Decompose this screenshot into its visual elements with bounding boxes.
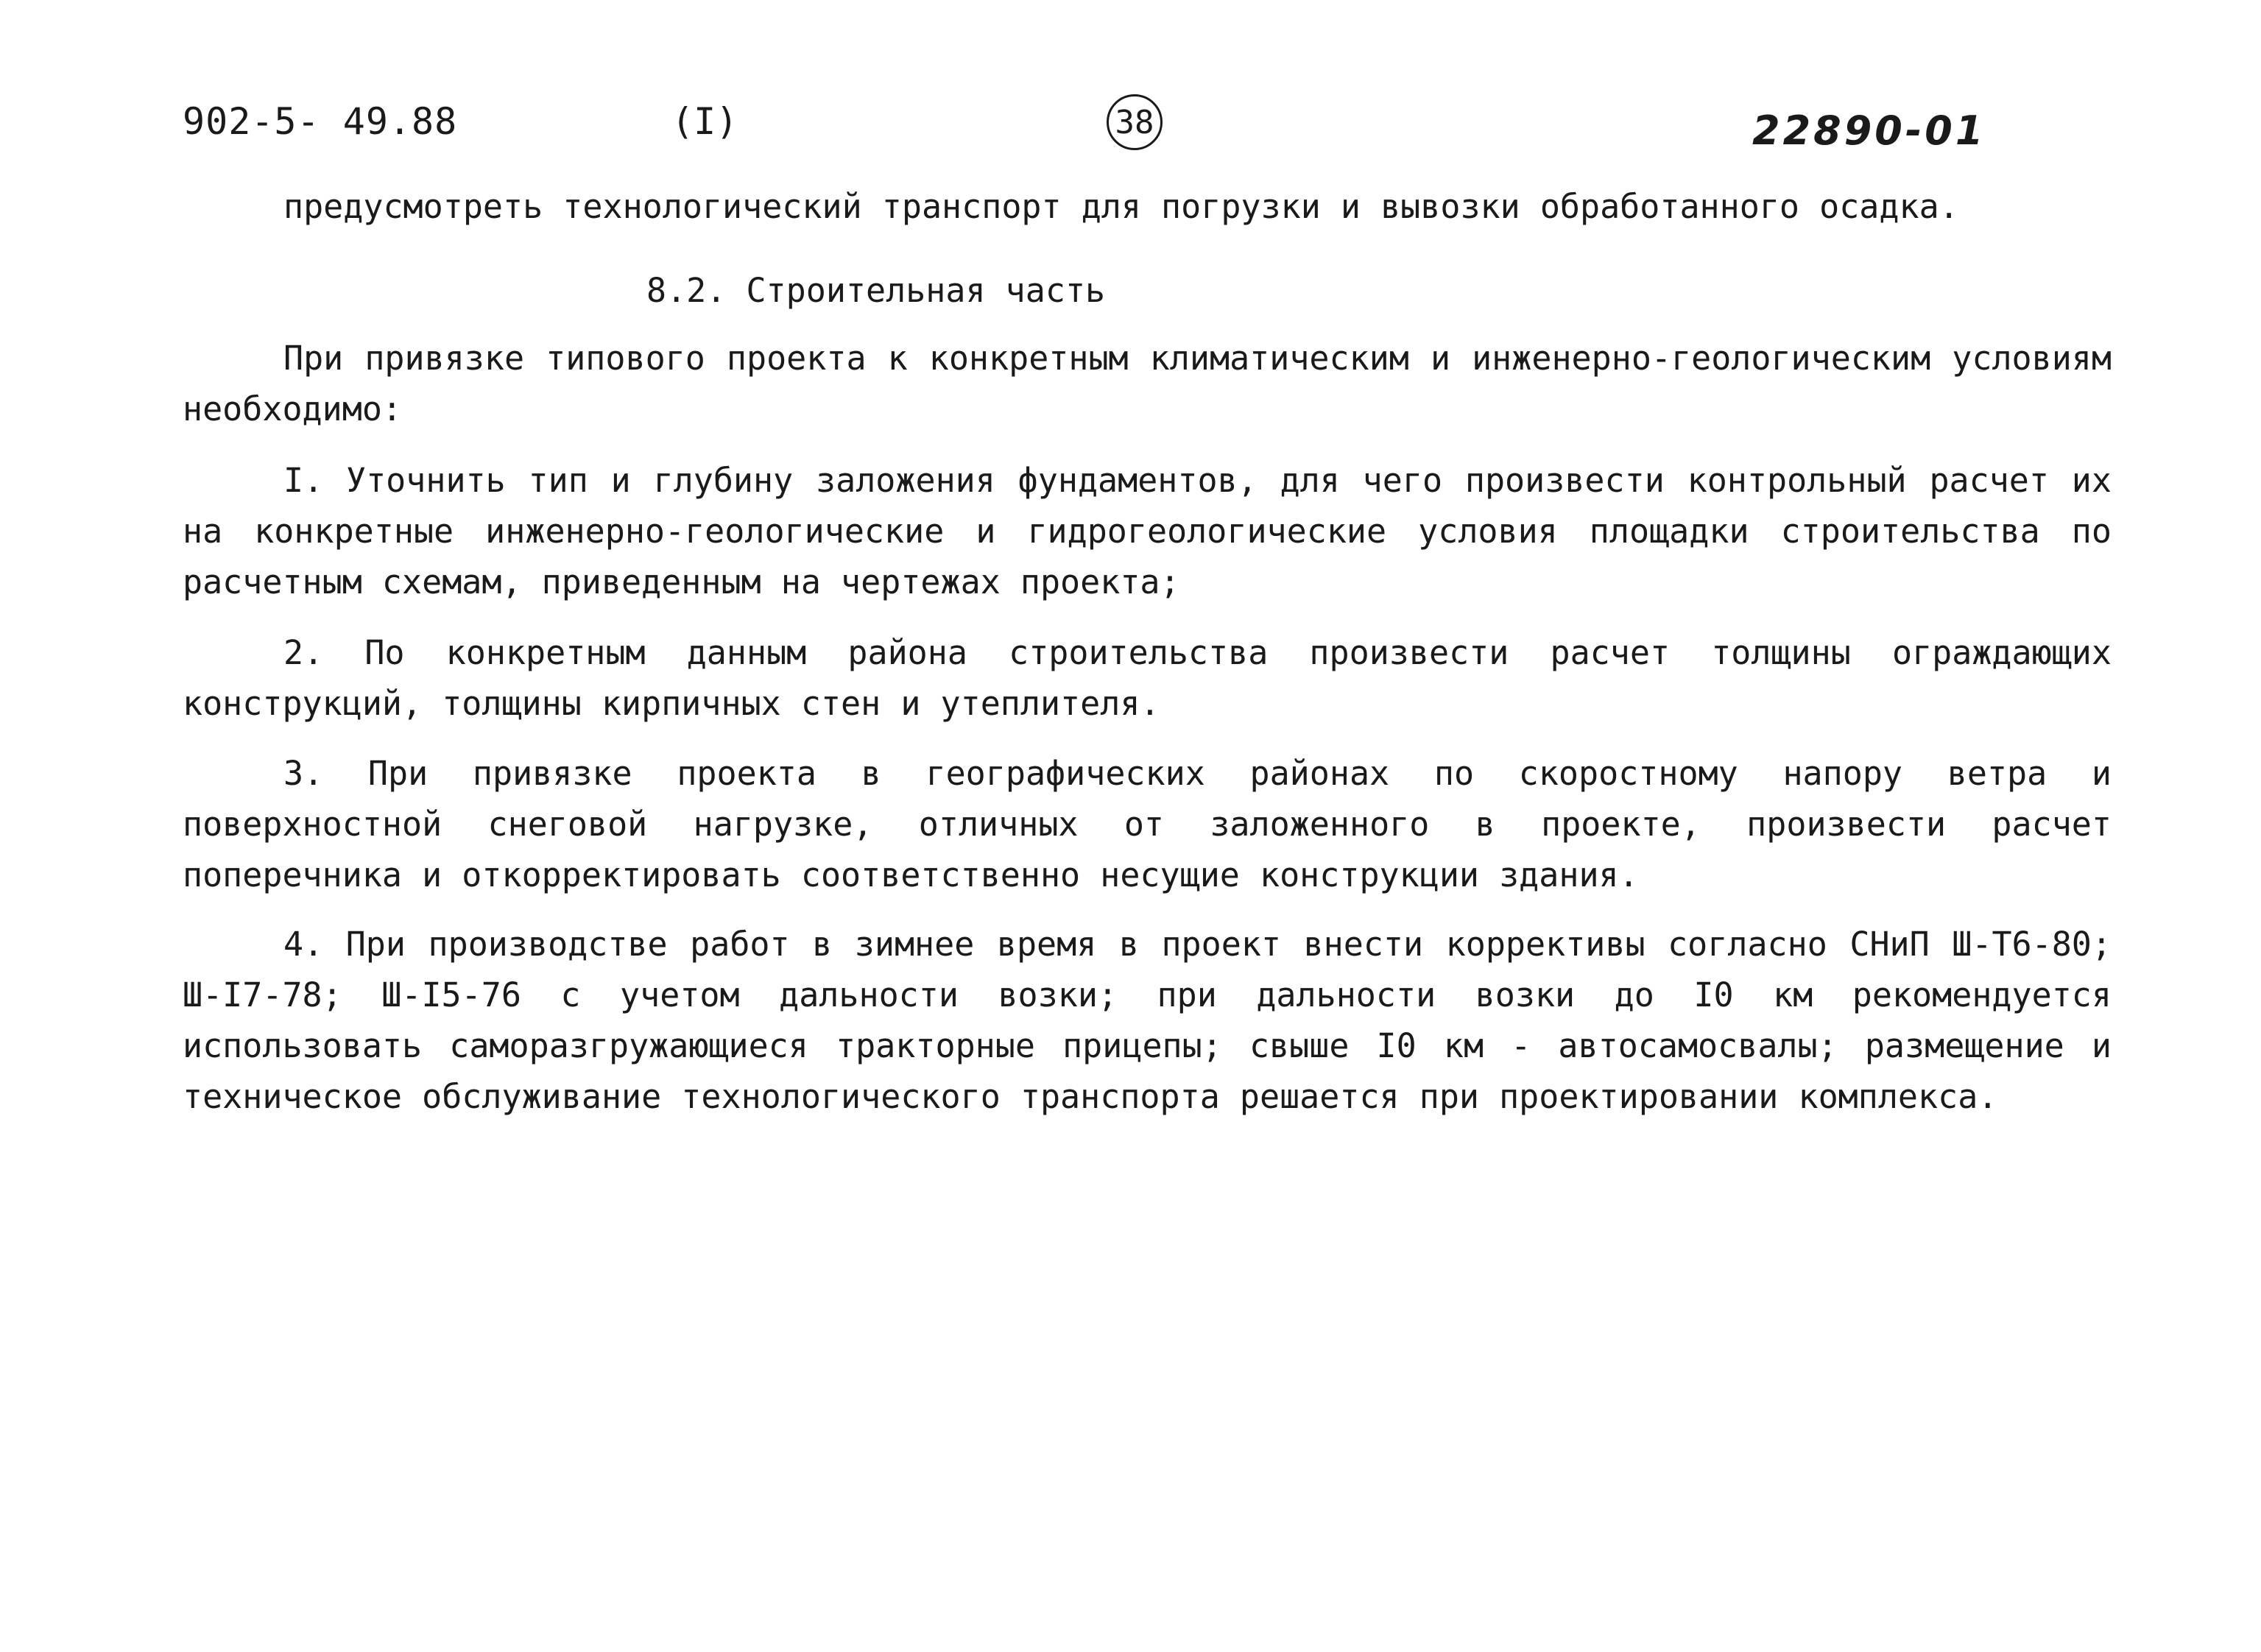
list-item-1: I. Уточнить тип и глубину заложения фундаментов, для чего произвести контрольный расчет их на конкретные инженерно-геологические и гидрогеологические условия площадки строительства по расчетным схемам, приведенным на чертежах проекта; — [183, 461, 2112, 601]
continuation-line: предусмотреть технологический транспорт для погрузки и вывозки обработанного осадка. — [283, 187, 1959, 226]
list-item-4: 4. При производстве работ в зимнее время в проект внести коррективы согласно СНиП Ш-Т6-80; Ш-I7-78; Ш-I5-76 с учетом дальности возки; при дальности возки до I0 км рекомендуется использовать саморазгружающиеся тракторные прицепы; свыше I0 км - автосамосвалы; размещение и техническое обслуживание технологического транспорта решается при проектировании комплекса. — [183, 925, 2112, 1116]
page-number-circled: 38 — [1107, 94, 1163, 150]
list-item-3: 3. При привязке проекта в географических районах по скоростному напору ветра и поверхностной снеговой нагрузке, отличных от заложенного в проекте, произвести расчет поперечника и откорректировать соответственно несущие конструкции здания. — [183, 754, 2112, 894]
list-item-2: 2. По конкретным данным района строительства произвести расчет толщины ограждающих конструкций, толщины кирпичных стен и утеплителя. — [183, 633, 2112, 723]
document-code: 902-5- 49.88 — [183, 100, 458, 143]
archive-number-handwritten: 22890-01 — [1752, 107, 1986, 154]
page-header — [0, 94, 2261, 160]
section-heading: 8.2. Строительная часть — [646, 271, 1106, 310]
intro-paragraph: При привязке типового проекта к конкретным климатическим и инженерно-геологическим условиям необходимо: — [183, 339, 2112, 428]
part-number: (I) — [671, 100, 738, 143]
